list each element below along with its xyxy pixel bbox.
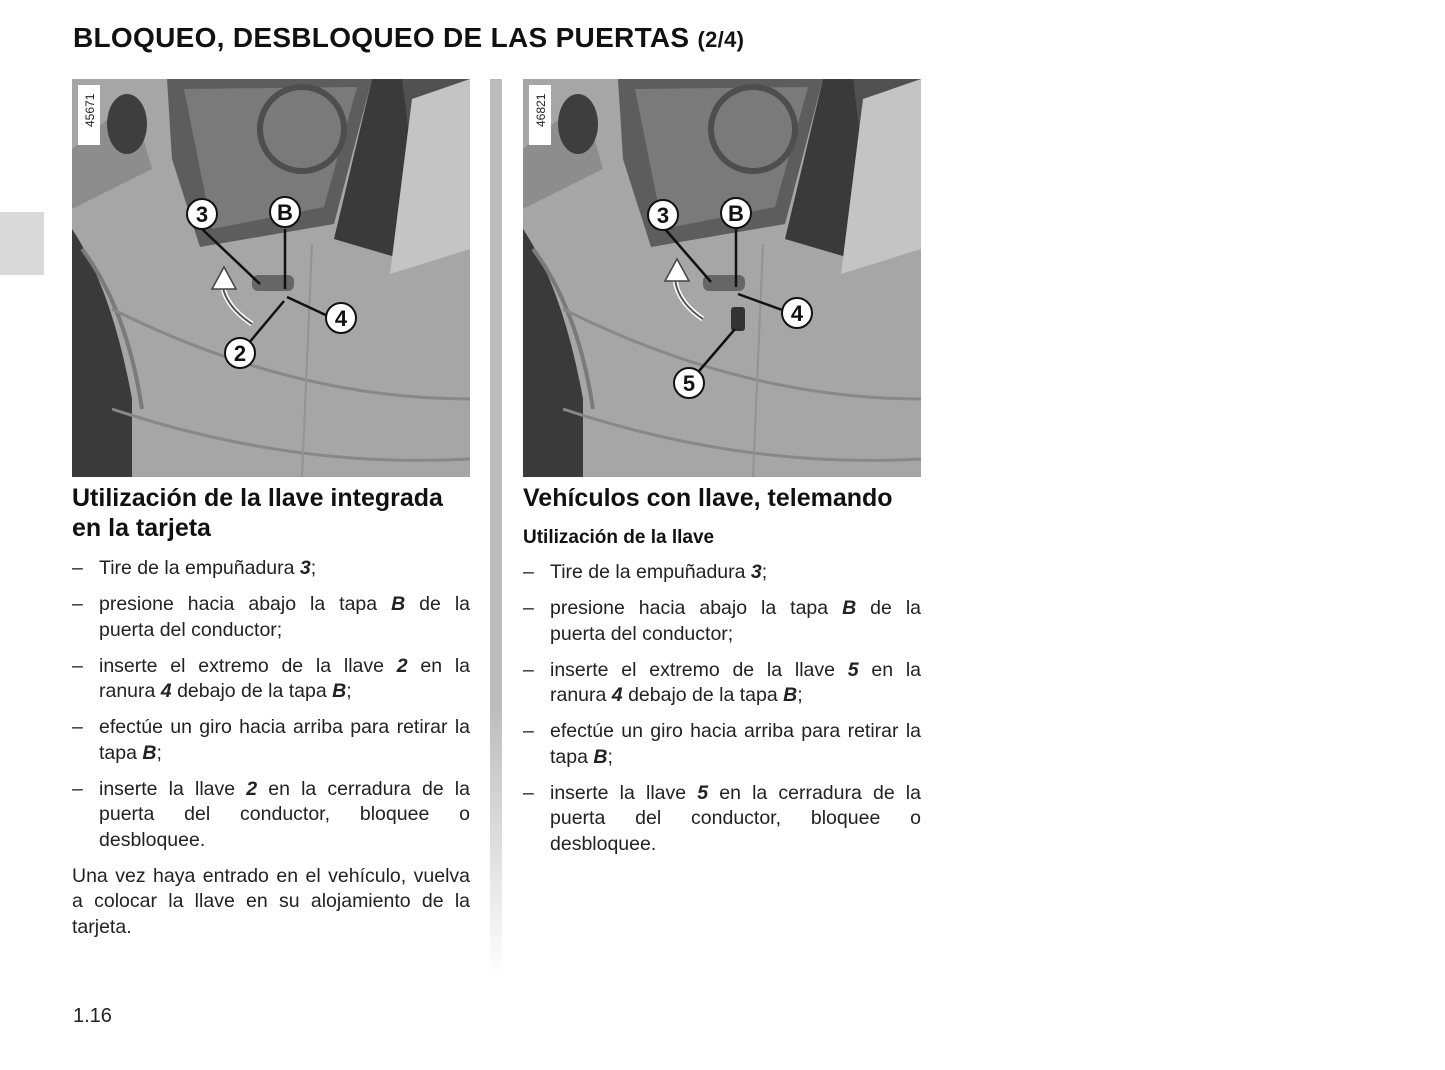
callout-label: 2 — [233, 341, 247, 366]
list-item: – Tire de la empuñadura 3; — [72, 556, 470, 582]
instruction-list — [72, 556, 470, 853]
page-title: BLOQUEO, DESBLOQUEO DE LAS PUERTAS (2/4) — [73, 22, 745, 53]
right-column — [523, 483, 921, 868]
list-item: – presione hacia abajo la tapa B de la puerta del conductor; — [72, 592, 470, 643]
door-handle-illustration-left — [72, 79, 470, 477]
list-item: – inserte el extremo de la llave 5 en la ranura 4 debajo de la tapa B; — [523, 658, 921, 709]
list-item: – efectúe un giro hacia arriba para retirar la tapa B; — [523, 719, 921, 770]
list-item: – Tire de la empuñadura 3; — [523, 560, 921, 586]
figure-id: 46821 — [534, 93, 548, 127]
page-number: 1.16 — [73, 1005, 112, 1027]
callout-label: B — [728, 201, 744, 226]
left-column — [72, 483, 470, 940]
instruction-list — [523, 560, 921, 857]
callout-label: 4 — [790, 301, 804, 326]
section-tab — [0, 212, 44, 275]
section-heading: Vehículos con llave, telemando — [523, 484, 893, 512]
list-item: – inserte la llave 5 en la cerradura de la puerta del conductor, bloquee o desbloquee. — [523, 781, 921, 858]
callout-label: B — [277, 200, 293, 225]
list-item: – inserte el extremo de la llave 2 en la ranura 4 debajo de la tapa B; — [72, 654, 470, 705]
list-item: – efectúe un giro hacia arriba para retirar la tapa B; — [72, 715, 470, 766]
section-heading: Utilización de la llave integrada en la tarjeta — [72, 484, 443, 542]
figure-id: 45671 — [83, 93, 97, 127]
column-divider — [490, 79, 502, 979]
door-handle-illustration-right — [523, 79, 921, 477]
list-item: – inserte la llave 2 en la cerradura de la puerta del conductor, bloquee o desbloquee. — [72, 777, 470, 854]
list-item: – presione hacia abajo la tapa B de la puerta del conductor; — [523, 596, 921, 647]
subsection-heading: Utilización de la llave — [523, 527, 715, 548]
callout-label: 4 — [334, 306, 348, 331]
callout-label: 3 — [656, 203, 670, 228]
callout-label: 3 — [195, 202, 209, 227]
callout-label: 5 — [682, 371, 696, 396]
note-paragraph: Una vez haya entrado en el vehículo, vuelva a colocar la llave en su alojamiento de la tarjeta. — [72, 864, 470, 938]
